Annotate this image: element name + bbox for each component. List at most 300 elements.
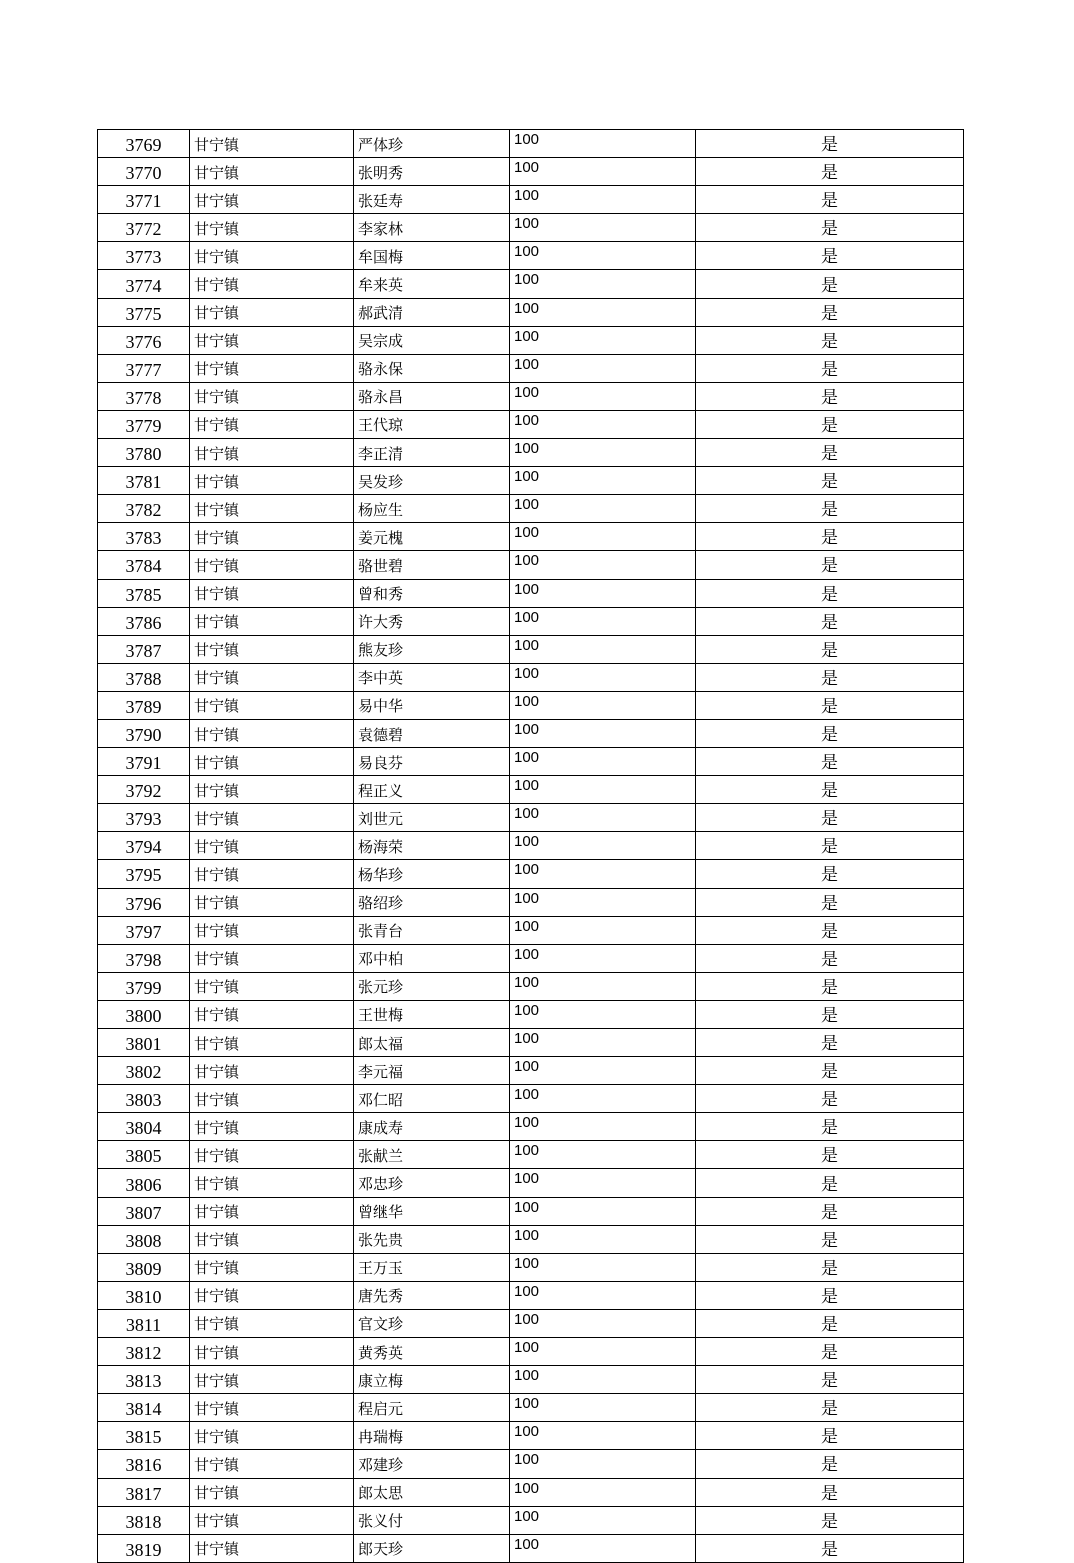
id-cell: 3783: [98, 523, 190, 551]
amount-cell: 100: [510, 1309, 696, 1337]
flag-cell: 是: [696, 354, 964, 382]
name-cell: 杨海荣: [354, 832, 510, 860]
id-cell: 3773: [98, 242, 190, 270]
amount-cell: 100: [510, 804, 696, 832]
name-cell: 李元福: [354, 1057, 510, 1085]
id-cell: 3803: [98, 1085, 190, 1113]
id-cell: 3781: [98, 467, 190, 495]
town-cell: 甘宁镇: [190, 1197, 354, 1225]
table-row: [98, 354, 964, 382]
id-cell: 3798: [98, 944, 190, 972]
name-cell: 邓仁昭: [354, 1085, 510, 1113]
amount-cell: 100: [510, 1450, 696, 1478]
town-cell: 甘宁镇: [190, 888, 354, 916]
town-cell: 甘宁镇: [190, 1506, 354, 1534]
town-cell: 甘宁镇: [190, 551, 354, 579]
name-cell: 邓中柏: [354, 944, 510, 972]
id-cell: 3774: [98, 270, 190, 298]
table-row: [98, 326, 964, 354]
flag-cell: 是: [696, 130, 964, 158]
table-row: [98, 1450, 964, 1478]
table-row: [98, 1169, 964, 1197]
town-cell: 甘宁镇: [190, 382, 354, 410]
amount-cell: 100: [510, 1057, 696, 1085]
amount-cell: 100: [510, 888, 696, 916]
id-cell: 3814: [98, 1394, 190, 1422]
name-cell: 唐先秀: [354, 1281, 510, 1309]
flag-cell: 是: [696, 1450, 964, 1478]
id-cell: 3810: [98, 1281, 190, 1309]
flag-cell: 是: [696, 551, 964, 579]
name-cell: 郎太思: [354, 1478, 510, 1506]
flag-cell: 是: [696, 916, 964, 944]
id-cell: 3804: [98, 1113, 190, 1141]
table-row: [98, 607, 964, 635]
id-cell: 3817: [98, 1478, 190, 1506]
town-cell: 甘宁镇: [190, 860, 354, 888]
table-row: [98, 1478, 964, 1506]
id-cell: 3801: [98, 1029, 190, 1057]
town-cell: 甘宁镇: [190, 1534, 354, 1562]
amount-cell: 100: [510, 944, 696, 972]
table-row: [98, 916, 964, 944]
id-cell: 3792: [98, 776, 190, 804]
name-cell: 郝武清: [354, 298, 510, 326]
amount-cell: 100: [510, 1281, 696, 1309]
table-row: [98, 1309, 964, 1337]
id-cell: 3784: [98, 551, 190, 579]
town-cell: 甘宁镇: [190, 1478, 354, 1506]
town-cell: 甘宁镇: [190, 1000, 354, 1028]
id-cell: 3811: [98, 1309, 190, 1337]
town-cell: 甘宁镇: [190, 186, 354, 214]
town-cell: 甘宁镇: [190, 663, 354, 691]
flag-cell: 是: [696, 158, 964, 186]
id-cell: 3789: [98, 691, 190, 719]
name-cell: 李正清: [354, 439, 510, 467]
flag-cell: 是: [696, 1225, 964, 1253]
amount-cell: 100: [510, 1394, 696, 1422]
town-cell: 甘宁镇: [190, 832, 354, 860]
flag-cell: 是: [696, 972, 964, 1000]
amount-cell: 100: [510, 1029, 696, 1057]
table-row: [98, 1225, 964, 1253]
amount-cell: 100: [510, 635, 696, 663]
name-cell: 邓建珍: [354, 1450, 510, 1478]
name-cell: 张元珍: [354, 972, 510, 1000]
town-cell: 甘宁镇: [190, 410, 354, 438]
name-cell: 吴发珍: [354, 467, 510, 495]
town-cell: 甘宁镇: [190, 270, 354, 298]
flag-cell: 是: [696, 495, 964, 523]
table-row: [98, 214, 964, 242]
table-row: [98, 1394, 964, 1422]
flag-cell: 是: [696, 1309, 964, 1337]
flag-cell: 是: [696, 410, 964, 438]
amount-cell: 100: [510, 410, 696, 438]
id-cell: 3776: [98, 326, 190, 354]
id-cell: 3799: [98, 972, 190, 1000]
amount-cell: 100: [510, 1085, 696, 1113]
town-cell: 甘宁镇: [190, 1225, 354, 1253]
flag-cell: 是: [696, 1057, 964, 1085]
id-cell: 3793: [98, 804, 190, 832]
name-cell: 曾继华: [354, 1197, 510, 1225]
table-row: [98, 1281, 964, 1309]
table-row: [98, 663, 964, 691]
table-row: [98, 1197, 964, 1225]
table-row: [98, 888, 964, 916]
flag-cell: 是: [696, 1141, 964, 1169]
name-cell: 郎太福: [354, 1029, 510, 1057]
table-row: [98, 1029, 964, 1057]
table-row: [98, 410, 964, 438]
name-cell: 冉瑞梅: [354, 1422, 510, 1450]
name-cell: 康立梅: [354, 1366, 510, 1394]
name-cell: 姜元槐: [354, 523, 510, 551]
town-cell: 甘宁镇: [190, 579, 354, 607]
name-cell: 曾和秀: [354, 579, 510, 607]
flag-cell: 是: [696, 214, 964, 242]
table-row: [98, 944, 964, 972]
town-cell: 甘宁镇: [190, 1309, 354, 1337]
flag-cell: 是: [696, 1029, 964, 1057]
town-cell: 甘宁镇: [190, 354, 354, 382]
table-row: [98, 495, 964, 523]
table-row: [98, 298, 964, 326]
data-table: [97, 129, 964, 1563]
town-cell: 甘宁镇: [190, 242, 354, 270]
table-row: [98, 748, 964, 776]
table-row: [98, 1000, 964, 1028]
id-cell: 3780: [98, 439, 190, 467]
amount-cell: 100: [510, 1197, 696, 1225]
town-cell: 甘宁镇: [190, 719, 354, 747]
id-cell: 3771: [98, 186, 190, 214]
flag-cell: 是: [696, 1169, 964, 1197]
name-cell: 程启元: [354, 1394, 510, 1422]
town-cell: 甘宁镇: [190, 326, 354, 354]
town-cell: 甘宁镇: [190, 776, 354, 804]
town-cell: 甘宁镇: [190, 467, 354, 495]
table-row: [98, 1253, 964, 1281]
amount-cell: 100: [510, 972, 696, 1000]
id-cell: 3808: [98, 1225, 190, 1253]
flag-cell: 是: [696, 1394, 964, 1422]
flag-cell: 是: [696, 439, 964, 467]
flag-cell: 是: [696, 888, 964, 916]
town-cell: 甘宁镇: [190, 944, 354, 972]
amount-cell: 100: [510, 1478, 696, 1506]
table-row: [98, 270, 964, 298]
town-cell: 甘宁镇: [190, 214, 354, 242]
flag-cell: 是: [696, 579, 964, 607]
id-cell: 3796: [98, 888, 190, 916]
flag-cell: 是: [696, 467, 964, 495]
id-cell: 3807: [98, 1197, 190, 1225]
name-cell: 张青台: [354, 916, 510, 944]
name-cell: 张明秀: [354, 158, 510, 186]
amount-cell: 100: [510, 439, 696, 467]
name-cell: 易良芬: [354, 748, 510, 776]
town-cell: 甘宁镇: [190, 916, 354, 944]
table-row: [98, 467, 964, 495]
amount-cell: 100: [510, 186, 696, 214]
table-row: [98, 776, 964, 804]
flag-cell: 是: [696, 860, 964, 888]
amount-cell: 100: [510, 158, 696, 186]
table-row: [98, 719, 964, 747]
id-cell: 3788: [98, 663, 190, 691]
flag-cell: 是: [696, 748, 964, 776]
flag-cell: 是: [696, 298, 964, 326]
amount-cell: 100: [510, 916, 696, 944]
amount-cell: 100: [510, 1000, 696, 1028]
id-cell: 3795: [98, 860, 190, 888]
id-cell: 3802: [98, 1057, 190, 1085]
id-cell: 3770: [98, 158, 190, 186]
flag-cell: 是: [696, 1000, 964, 1028]
amount-cell: 100: [510, 298, 696, 326]
id-cell: 3813: [98, 1366, 190, 1394]
table-row: [98, 1534, 964, 1562]
town-cell: 甘宁镇: [190, 495, 354, 523]
id-cell: 3805: [98, 1141, 190, 1169]
town-cell: 甘宁镇: [190, 130, 354, 158]
flag-cell: 是: [696, 326, 964, 354]
flag-cell: 是: [696, 1197, 964, 1225]
flag-cell: 是: [696, 1113, 964, 1141]
flag-cell: 是: [696, 607, 964, 635]
name-cell: 袁德碧: [354, 719, 510, 747]
id-cell: 3772: [98, 214, 190, 242]
amount-cell: 100: [510, 748, 696, 776]
flag-cell: 是: [696, 804, 964, 832]
name-cell: 王世梅: [354, 1000, 510, 1028]
amount-cell: 100: [510, 1534, 696, 1562]
id-cell: 3806: [98, 1169, 190, 1197]
id-cell: 3809: [98, 1253, 190, 1281]
amount-cell: 100: [510, 1225, 696, 1253]
id-cell: 3777: [98, 354, 190, 382]
town-cell: 甘宁镇: [190, 804, 354, 832]
town-cell: 甘宁镇: [190, 1450, 354, 1478]
id-cell: 3778: [98, 382, 190, 410]
amount-cell: 100: [510, 326, 696, 354]
table-row: [98, 523, 964, 551]
amount-cell: 100: [510, 382, 696, 410]
amount-cell: 100: [510, 1506, 696, 1534]
table-row: [98, 972, 964, 1000]
table-row: [98, 860, 964, 888]
amount-cell: 100: [510, 242, 696, 270]
id-cell: 3769: [98, 130, 190, 158]
flag-cell: 是: [696, 1366, 964, 1394]
town-cell: 甘宁镇: [190, 439, 354, 467]
table-row: [98, 130, 964, 158]
town-cell: 甘宁镇: [190, 1113, 354, 1141]
flag-cell: 是: [696, 1281, 964, 1309]
table-row: [98, 635, 964, 663]
name-cell: 熊友珍: [354, 635, 510, 663]
name-cell: 康成寿: [354, 1113, 510, 1141]
town-cell: 甘宁镇: [190, 1057, 354, 1085]
amount-cell: 100: [510, 663, 696, 691]
flag-cell: 是: [696, 1253, 964, 1281]
table-row: [98, 579, 964, 607]
flag-cell: 是: [696, 691, 964, 719]
flag-cell: 是: [696, 1422, 964, 1450]
amount-cell: 100: [510, 354, 696, 382]
flag-cell: 是: [696, 663, 964, 691]
town-cell: 甘宁镇: [190, 1029, 354, 1057]
amount-cell: 100: [510, 551, 696, 579]
town-cell: 甘宁镇: [190, 972, 354, 1000]
town-cell: 甘宁镇: [190, 523, 354, 551]
table-row: [98, 1422, 964, 1450]
flag-cell: 是: [696, 832, 964, 860]
amount-cell: 100: [510, 1141, 696, 1169]
flag-cell: 是: [696, 944, 964, 972]
flag-cell: 是: [696, 382, 964, 410]
amount-cell: 100: [510, 776, 696, 804]
amount-cell: 100: [510, 270, 696, 298]
amount-cell: 100: [510, 1338, 696, 1366]
name-cell: 骆永昌: [354, 382, 510, 410]
name-cell: 严体珍: [354, 130, 510, 158]
flag-cell: 是: [696, 523, 964, 551]
id-cell: 3791: [98, 748, 190, 776]
table-row: [98, 382, 964, 410]
name-cell: 骆永保: [354, 354, 510, 382]
table-body: [98, 130, 964, 1563]
amount-cell: 100: [510, 523, 696, 551]
table-row: [98, 242, 964, 270]
amount-cell: 100: [510, 1169, 696, 1197]
name-cell: 牟来英: [354, 270, 510, 298]
name-cell: 骆绍珍: [354, 888, 510, 916]
table-row: [98, 1057, 964, 1085]
amount-cell: 100: [510, 495, 696, 523]
amount-cell: 100: [510, 832, 696, 860]
flag-cell: 是: [696, 242, 964, 270]
name-cell: 刘世元: [354, 804, 510, 832]
town-cell: 甘宁镇: [190, 748, 354, 776]
flag-cell: 是: [696, 635, 964, 663]
name-cell: 易中华: [354, 691, 510, 719]
town-cell: 甘宁镇: [190, 1422, 354, 1450]
town-cell: 甘宁镇: [190, 298, 354, 326]
table-row: [98, 1338, 964, 1366]
amount-cell: 100: [510, 579, 696, 607]
table-row: [98, 1141, 964, 1169]
town-cell: 甘宁镇: [190, 1366, 354, 1394]
name-cell: 郎天珍: [354, 1534, 510, 1562]
name-cell: 邓忠珍: [354, 1169, 510, 1197]
table-row: [98, 439, 964, 467]
name-cell: 张献兰: [354, 1141, 510, 1169]
id-cell: 3816: [98, 1450, 190, 1478]
name-cell: 程正义: [354, 776, 510, 804]
name-cell: 黄秀英: [354, 1338, 510, 1366]
flag-cell: 是: [696, 719, 964, 747]
name-cell: 张廷寿: [354, 186, 510, 214]
flag-cell: 是: [696, 776, 964, 804]
town-cell: 甘宁镇: [190, 1141, 354, 1169]
table-row: [98, 1506, 964, 1534]
id-cell: 3775: [98, 298, 190, 326]
town-cell: 甘宁镇: [190, 635, 354, 663]
id-cell: 3786: [98, 607, 190, 635]
amount-cell: 100: [510, 130, 696, 158]
name-cell: 王代琼: [354, 410, 510, 438]
town-cell: 甘宁镇: [190, 158, 354, 186]
name-cell: 牟国梅: [354, 242, 510, 270]
id-cell: 3782: [98, 495, 190, 523]
amount-cell: 100: [510, 214, 696, 242]
table-row: [98, 1113, 964, 1141]
flag-cell: 是: [696, 1085, 964, 1113]
flag-cell: 是: [696, 186, 964, 214]
amount-cell: 100: [510, 1113, 696, 1141]
flag-cell: 是: [696, 1534, 964, 1562]
amount-cell: 100: [510, 691, 696, 719]
name-cell: 吴宗成: [354, 326, 510, 354]
flag-cell: 是: [696, 1506, 964, 1534]
amount-cell: 100: [510, 1422, 696, 1450]
id-cell: 3818: [98, 1506, 190, 1534]
town-cell: 甘宁镇: [190, 1281, 354, 1309]
amount-cell: 100: [510, 719, 696, 747]
id-cell: 3794: [98, 832, 190, 860]
table-row: [98, 186, 964, 214]
id-cell: 3812: [98, 1338, 190, 1366]
table-row: [98, 832, 964, 860]
town-cell: 甘宁镇: [190, 1253, 354, 1281]
table-row: [98, 804, 964, 832]
name-cell: 骆世碧: [354, 551, 510, 579]
table-row: [98, 1366, 964, 1394]
amount-cell: 100: [510, 860, 696, 888]
name-cell: 官文珍: [354, 1309, 510, 1337]
table-row: [98, 1085, 964, 1113]
id-cell: 3797: [98, 916, 190, 944]
amount-cell: 100: [510, 467, 696, 495]
town-cell: 甘宁镇: [190, 1085, 354, 1113]
town-cell: 甘宁镇: [190, 691, 354, 719]
flag-cell: 是: [696, 1478, 964, 1506]
table-row: [98, 551, 964, 579]
id-cell: 3815: [98, 1422, 190, 1450]
name-cell: 张义付: [354, 1506, 510, 1534]
name-cell: 许大秀: [354, 607, 510, 635]
town-cell: 甘宁镇: [190, 1394, 354, 1422]
flag-cell: 是: [696, 270, 964, 298]
town-cell: 甘宁镇: [190, 607, 354, 635]
name-cell: 杨华珍: [354, 860, 510, 888]
id-cell: 3787: [98, 635, 190, 663]
amount-cell: 100: [510, 607, 696, 635]
id-cell: 3800: [98, 1000, 190, 1028]
name-cell: 李中英: [354, 663, 510, 691]
table-row: [98, 158, 964, 186]
name-cell: 李家林: [354, 214, 510, 242]
id-cell: 3779: [98, 410, 190, 438]
table-row: [98, 691, 964, 719]
id-cell: 3819: [98, 1534, 190, 1562]
name-cell: 杨应生: [354, 495, 510, 523]
amount-cell: 100: [510, 1253, 696, 1281]
